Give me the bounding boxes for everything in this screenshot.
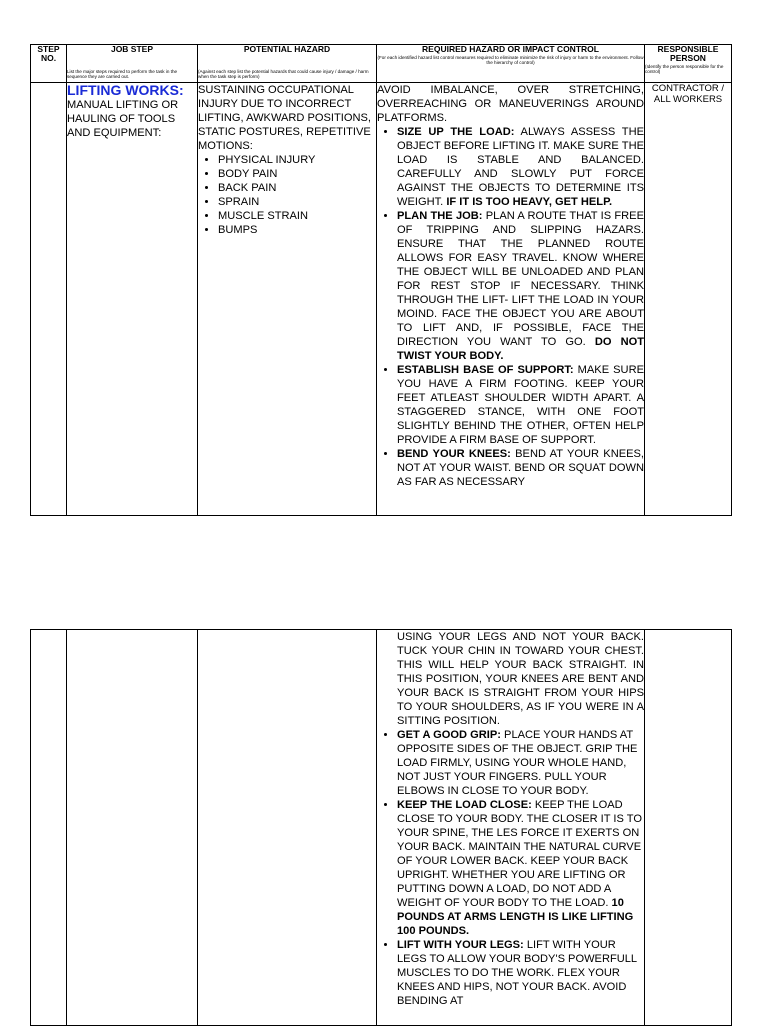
control-list [377,728,644,1008]
header-potential-hazard: POTENTIAL HAZARD (Against each step list the potential hazards that could cause injury / damage / harm when the task step is perform) [198,45,377,83]
control-item-heading: SIZE UP THE LOAD: [397,126,515,138]
job-title: LIFTING WORKS: [67,82,184,98]
control-item-text: LIFT WITH YOUR LEGS TO ALLOW YOUR BODY'S POWERFULL MUSCLES TO DO THE WORK. FLEX YOUR KNEES AND HIPS, NOT YOUR BACK. AVOID BENDING AT [397,939,637,1007]
control-item-heading: ESTABLISH BASE OF SUPPORT: [397,364,574,376]
job-step-cell [67,83,198,516]
header-job-step: JOB STEP List the major steps required to perform the task in the sequence they are carried out. [67,45,198,83]
header-step-no: STEP NO. [31,45,67,83]
control-intro: AVOID IMBALANCE, OVER STRETCHING, OVERREACHING OR MANEUVERINGS AROUND PLATFORMS. [377,84,644,124]
header-responsible: RESPONSIBLE PERSON (Identify the person responsible for the control) [645,45,732,83]
control-item-emphasis: DO NOT TWIST YOUR BODY. [397,336,644,362]
control-item [397,125,644,209]
control-list [377,125,644,489]
control-item-text: PLACE YOUR HANDS AT OPPOSITE SIDES OF THE OBJECT. GRIP THE LOAD FIRMLY, USING YOUR WHOLE HAND, NOT JUST YOUR FINGERS. PULL YOUR ELBOWS IN CLOSE TO YOUR BODY. [397,729,638,797]
control-item-emphasis: 10 POUNDS AT ARMS LENGTH IS LIKE LIFTING 100 POUNDS. [397,897,634,937]
hazard-item: • BODY PAIN [218,167,376,181]
hazard-item: • SPRAIN [218,195,376,209]
header-job-step-note: List the major steps required to perform the task in the sequence they are carried out. [67,69,178,80]
responsible-cell [645,83,732,516]
control-item [397,798,644,938]
control-item [397,728,644,798]
hazard-table-page-1 [30,44,732,516]
hazard-table-page-2 [30,629,732,1026]
table-row [31,83,732,516]
hazard-item: • MUSCLE STRAIN [218,209,376,223]
hazard-cell [198,83,377,516]
control-item-emphasis: IF IT IS TOO HEAVY, GET HELP. [446,196,613,208]
control-item [397,363,644,447]
hazard-item: • BUMPS [218,223,376,237]
step-no-cell [31,83,67,516]
control-cell [377,83,645,516]
hazard-item: • PHYSICAL INJURY [218,153,376,167]
header-potential-hazard-note: (Against each step list the potential hazards that could cause injury / damage / harm when the task step is perform) [198,69,369,80]
hazard-list [198,153,376,237]
job-step-cell [67,630,198,1026]
control-continuation: USING YOUR LEGS AND NOT YOUR BACK. TUCK YOUR CHIN IN TOWARD YOUR CHEST. THIS WILL HELP YOUR BACK STRAIGHT. IN THIS POSITION, YOUR KNEES ARE BENT AND YOUR BACK IS STRAIGHT FROM YOUR HIPS TO YOUR SHOULDERS, AS IF YOU WERE IN A SITTING POSITION. [397,631,644,727]
header-row [31,45,732,83]
job-description: MANUAL LIFTING OR HAULING OF TOOLS AND EQUIPMENT: [67,99,179,139]
responsible-cell [645,630,732,1026]
step-no-cell [31,630,67,1026]
control-item-heading: PLAN THE JOB: [397,210,483,222]
control-item-heading: BEND YOUR KNEES: [397,448,511,460]
control-item [397,938,644,1008]
hazard-item: • BACK PAIN [218,181,376,195]
control-item [397,447,644,489]
table-row [31,630,732,1026]
hazard-intro: SUSTAINING OCCUPATIONAL INJURY DUE TO INCORRECT LIFTING, AWKWARD POSITIONS, STATIC POSTURES, REPETITIVE MOTIONS: [198,84,371,152]
header-responsible-note: (Identify the person responsible for the control) [645,64,724,75]
header-control: REQUIRED HAZARD OR IMPACT CONTROL (For each identified hazard list control measures required to eliminate minimize the risk of injury or harm to the environment. Follow the hierarchy of control) [377,45,645,83]
control-item [397,209,644,363]
control-item-heading: LIFT WITH YOUR LEGS: [397,939,524,951]
control-item-text: KEEP THE LOAD CLOSE TO YOUR BODY. THE CLOSER IT IS TO YOUR SPINE, THE LES FORCE IT EXERTS ON YOUR BACK. MAINTAIN THE NATURAL CURVE OF YOUR LOWER BACK. KEEP YOUR BACK UPRIGHT. WHETHER YOU ARE LIFTING OR PUTTING DOWN A LOAD, DO NOT ADD A WEIGHT OF YOUR BODY TO THE LOAD. [397,799,642,909]
control-item-text: PLAN A ROUTE THAT IS FREE OF TRIPPING AND SLIPPING HAZARS. ENSURE THAT THE PLANNED ROUTE ALLOWS FOR EASY TRAVEL. KNOW WHERE THE OBJECT WILL BE UNLOADED AND PLAN FOR REST STOP IF NECESSARY. THINK THROUGH THE LIFT- LIFT THE LOAD IN YOUR MOIND. FACE THE OBJECT YOU ARE ABOUT TO LIFT AND, IF POSSIBLE, FACE THE DIRECTION YOU WANT TO GO. [397,210,644,348]
control-cell [377,630,645,1026]
responsible-person: CONTRACTOR / ALL WORKERS [651,83,725,105]
header-control-note: (For each identified hazard list control measures required to eliminate minimize the risk of injury or harm to the environment. Follow the hierarchy of control) [377,55,644,66]
control-item-text: ALWAYS ASSESS THE OBJECT BEFORE LIFTING IT. MAKE SURE THE LOAD IS STABLE AND BALANCED. CAREFULLY AND SLOWLY PUT FORCE AGAINST THE OBJECTS TO DETERMINE ITS WEIGHT. [397,126,644,208]
hazard-cell [198,630,377,1026]
control-item-heading: GET A GOOD GRIP: [397,729,501,741]
control-item-text: MAKE SURE YOU HAVE A FIRM FOOTING. KEEP YOUR FEET ATLEAST SHOULDER WIDTH APART. A STAGGERED STANCE, WITH ONE FOOT SLIGHTLY BEHIND THE OTHER, OFTEN HELP PROVIDE A FIRM BASE OF SUPPORT. [397,364,644,446]
control-item-text: BEND AT YOUR KNEES, NOT AT YOUR WAIST. BEND OR SQUAT DOWN AS FAR AS NECESSARY [397,448,645,488]
control-item-heading: KEEP THE LOAD CLOSE: [397,799,532,811]
